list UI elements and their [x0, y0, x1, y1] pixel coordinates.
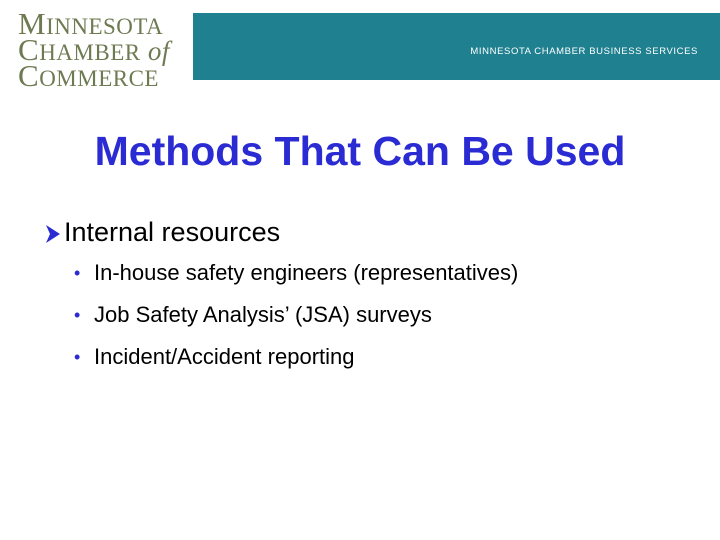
header-banner: [193, 13, 720, 80]
list-item: • Job Safety Analysis’ (JSA) surveys: [72, 294, 704, 336]
logo-line-3: COMMERCE: [18, 58, 159, 93]
dot-bullet-icon: •: [74, 263, 81, 283]
list-item: • Incident/Accident reporting: [72, 336, 704, 378]
slide-title: Methods That Can Be Used: [94, 128, 626, 174]
logo-line-1: MINNESOTA: [18, 6, 164, 41]
banner-text: MINNESOTA CHAMBER BUSINESS SERVICES: [470, 46, 698, 57]
sub-bullet-list: [44, 252, 704, 378]
list-item: • In-house safety engineers (representatives): [72, 252, 704, 294]
slide-content: [44, 212, 704, 378]
bullet-internal-resources: [44, 212, 704, 252]
arrow-bullet-icon: [44, 221, 62, 243]
logo-line-2: CHAMBER of: [18, 32, 170, 67]
bullet-label: Internal resources: [64, 216, 281, 247]
chamber-logo: [18, 6, 178, 93]
dot-bullet-icon: •: [74, 305, 81, 325]
dot-bullet-icon: •: [74, 347, 81, 367]
